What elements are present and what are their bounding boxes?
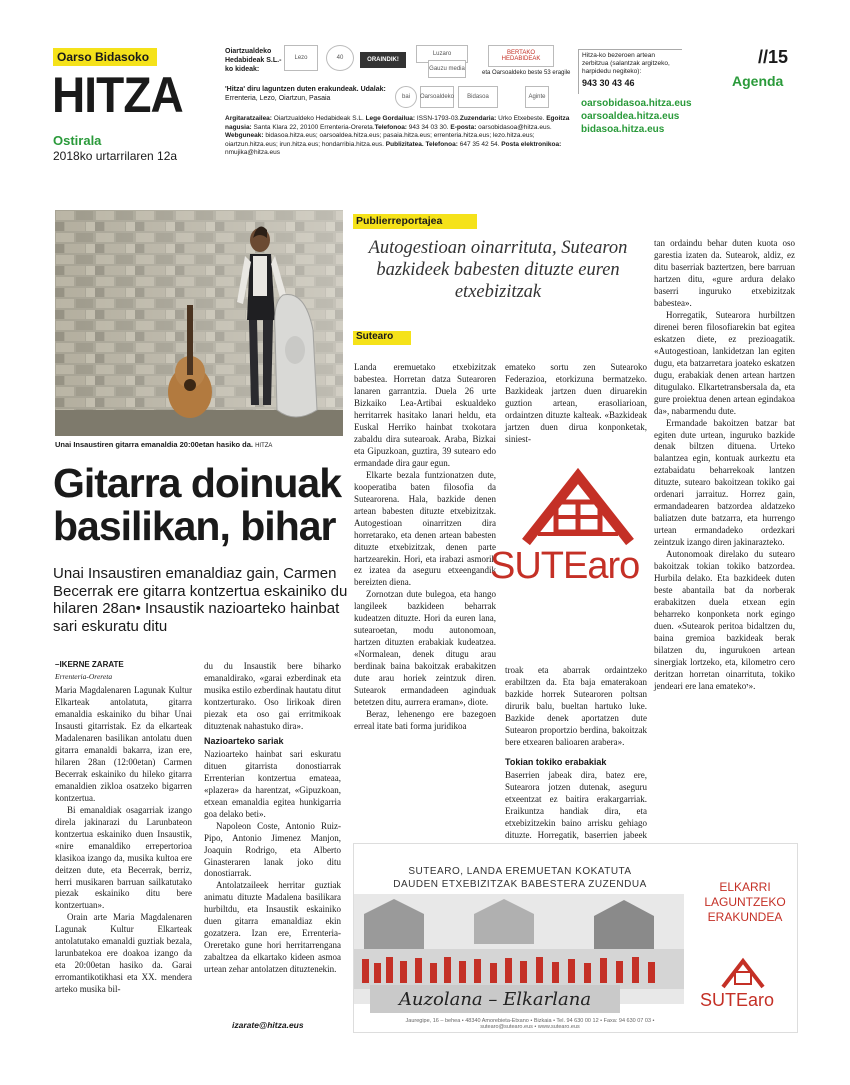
imprint-label: Lege Gordailua: bbox=[365, 115, 417, 122]
partner-logo: Oarsoaldeko bbox=[420, 86, 454, 108]
imprint-value: Urko Etxebeste. bbox=[498, 115, 547, 122]
paragraph: Baserrien jabeak dira, batez ere, Sutearora jotzen dutenak, aseguru etxeentzat ez baitira erakargarriak. Eraikuntza handiak dira, eta etxebizitzekin baino arrisku gehiago dituzte. Horregatik, baserrien jabeek bbox=[505, 769, 647, 840]
paragraph: Antolatzaileek herritar guztiak animatu dituzte Madalena basilikara hurbiltdu, eta Insaustik eskainiko duen gitarra emanaldiaz ekin gozatzera. Izan ere, Errenteria-Oreretako gune hori herritarrengana zabaltzea da elkartako kideen asmoa urtean zehar antolatzen dituztenekin. bbox=[204, 880, 341, 975]
imprint-label: Publizitatea. Telefonoa: bbox=[385, 140, 460, 148]
website-link[interactable]: oarsobidasoa.hitza.eus bbox=[581, 98, 692, 109]
article-column-2 bbox=[204, 661, 341, 976]
imprint-value: oarsobidasoa@hitza.eus. bbox=[478, 123, 552, 131]
guitarist-photo bbox=[55, 210, 343, 436]
article-subhead: Unai Insaustiren emanaldiaz gain, Carmen Becerrak ere gitarra kontzertua eskainiko du hilaren 28an• Insaustik nazioarteko hainbat sari eskuratu ditu bbox=[53, 565, 348, 636]
paragraph: Autonomoak direlako du sutearo bakoitzak tokian tokiko batzordea. Hurbila delako. Eta bazkideek duten beste abantaila bat da norberak erabakitzen duela etxean egin beharreko konponketa nork egingo duen. «Sutearok peritoa bidaltzen du, baina gremioa bazkideak berak bilatzen du, ingurukoen artean sinergiak lortzeko, eta, kilometro cero deritzan horretan oinarrituta, tokiko jendeari ere lana ematekoי». bbox=[654, 549, 795, 691]
imprint-value: 943 34 03 30. bbox=[408, 123, 451, 131]
imprint-label: Webguneak: bbox=[225, 132, 266, 140]
ad-sutearo-wordmark: SUTEaro bbox=[700, 990, 775, 1010]
municipal-supporters-list: Errenteria, Lezo, Oiartzun, Pasaia bbox=[225, 95, 331, 103]
subscriber-service-text: Hitza-ko bezeroen artean zerbitzua (salantzak argitzeko, harpidedu negiteko): bbox=[582, 52, 670, 76]
paragraph: Zornotzan dute bulegoa, eta hango langileek bazkideen beharrak kudeatzen dituzte. Hori da euren lana, sutearoetan, modu autonomoan, hartzen dituzten erabakiak kudeatzea. «Normalean, denek ditugu arau berdinak baina bakoitzak erabakitzen dute arau horiek zeintzuk diren. Sutearok ermandadeen aginduak betetzen ditu, aurrera eraman», diote. bbox=[354, 589, 496, 708]
section-name: Agenda bbox=[732, 73, 784, 89]
imprint-label: Egoitza nagusia: bbox=[225, 115, 570, 131]
imprint-label: Zuzendaria: bbox=[459, 115, 499, 122]
photo-caption-text: Unai Insaustiren gitarra emanaldia 20:00etan hasiko da. bbox=[55, 440, 253, 449]
reportage-column-2-top bbox=[505, 362, 647, 446]
sponsor-note: eta Oarsoaldeko beste 53 eragile bbox=[482, 70, 571, 76]
ad-headline: SUTEARO, LANDA EREMUETAN KOKATUTA DAUDEN ETXEBIZITZAK BABESTERA ZUZENDUA bbox=[393, 866, 647, 890]
imprint-label: Posta elektronikoa: bbox=[501, 140, 562, 148]
partner-logo: 40 bbox=[326, 45, 354, 71]
brand-tag: Oarso Bidasoko bbox=[53, 48, 157, 66]
partner-logo: bai bbox=[395, 86, 417, 108]
municipal-supporters-label: 'Hitza' diru laguntzen duten erakundeak. Udalak: bbox=[225, 86, 386, 93]
paragraph: Nazioarteko hainbat sari eskuratu dituen gitarrista donostiarrak Errenterian kontzertua emateaa, «plazera» da harentzat, «Gipuzkoan, etxean emanaldia egitea hunkigarria goa delako beti». bbox=[204, 748, 341, 819]
source-tag: Sutearo bbox=[353, 331, 411, 345]
column-subhead: Tokian tokiko erabakiak bbox=[505, 756, 607, 767]
imprint-value: Oiartzualdeko Hedabideak S.L. bbox=[273, 115, 366, 122]
hitza-logo: HITZA bbox=[52, 67, 183, 123]
imprint-value: bidasoa.hitza.eus; oarsoaldea.hitza.eus; pasaia.hitza.eus; errenteria.hitza.eus; lezo.hitza.eus; oiartzun.hitza.eus; irun.hitza.eus; hondarribia.hitza.eus. bbox=[225, 132, 535, 148]
reportage-column-3 bbox=[654, 238, 795, 693]
guitarist-photo-illustration bbox=[55, 210, 343, 436]
partner-logo: Aginte bbox=[525, 86, 549, 108]
imprint-value: Santa Klara 22, 20100 Errenteria-Orereta. bbox=[253, 123, 375, 131]
paragraph: troak eta abarrak ordaintzeko erabiltzen da. Eta baja ematerakoan bazkide horrek Sutearoren poltsan dirurik balu, bueltan hartuko luke. Bazkide denek aportatzen dute Sutearon proportzio berdina, bakoitzak bere etxearen balioaren arabera». bbox=[505, 665, 647, 747]
ad-contact-footer: Jauregipe, 16 – behea • 48340 Amorebieta-Etxano • Bizkaia • Tel. 94 630 00 12 • Faxa: 94 630 07 03 • sutearo@sutearo.eus • www.sutearo.eus bbox=[405, 1018, 655, 1030]
paragraph: Landa eremuetako etxebizitzak babestea. Horretan datza Sutearoren lanaren garrantzia. Duela 26 urte Bizkaiko Lea-Artibai eskualdeko herritarrek hasitako lanari heldu, eta Euskal Herriko hainbat txokotara zabaldu dira sutearoak. Araba, Bizkai eta Gipuzkoan, guztira, 39 sutearo edo ermandade dira gaur egun. bbox=[354, 362, 496, 468]
subscriber-phone: 943 30 43 46 bbox=[582, 78, 635, 89]
page-number: //15 bbox=[758, 47, 789, 67]
partner-logo: Bidasoa bbox=[458, 86, 498, 108]
reportage-column-2-bottom bbox=[505, 665, 647, 854]
partner-logo: ORAINDIK! bbox=[360, 52, 406, 68]
reportage-title: Autogestioan oinarrituta, Sutearon bazkideek babesten dituzte euren etxebizitzak bbox=[368, 238, 628, 302]
paragraph: Bi emanaldiak osagarriak izango direla jakinarazi du Larunbateon kontzertua eskainiko duen Insaustik, «nire emanaldiko errepertorioa klasikoa izango da, musika kultoa ere deitzen dute, eta Becerrak, berriz, herri musikaren barruan sailkatutako piezak eskainiko ditu bere kontzertuan». bbox=[55, 804, 192, 911]
website-links bbox=[581, 97, 692, 136]
paragraph: Elkarte bezala funtzionatzen dute, kooperatiba baten filosofia da Sutearorena. Hala, bazkide denen artean babesten dituzte etxebizitzak. Autogestioan oinarritzen dira horretarako, eta denen artean babesten dituzte etxebizitzak, denen parte hartzearekin. Hori, eta irabazi asmorik ez izatea da aseguru etxeengandik bereizten diena. bbox=[354, 469, 496, 588]
partner-logo: Gauzu media bbox=[428, 60, 466, 78]
photo-credit: HITZA bbox=[255, 443, 273, 449]
publisher-members-label: Oiartzualdeko Hedabideak S.L.-ko kideak: bbox=[225, 48, 282, 73]
partner-logo: Luzaro bbox=[416, 45, 468, 63]
imprint bbox=[225, 115, 570, 158]
ad-crowd-illustration bbox=[360, 955, 665, 983]
paragraph: Ermandade bakoitzen batzar bat egiten dute urtean, inguruko bazkide denak biltzen dituena. Urteko balantzea egin, kontuak aurkeztu eta eztabaidatu beharrekoak lantzen dituzte, sutearo bakoitzean tokiko gai ordenari jarraituz. Horrez gain, ermandadearen batzordea aldatzeko baliatzen dute batzarra, eta hurrengo urtean ermandadeko ordezkari zeintzuk izango diren jakinarazteko. bbox=[654, 417, 795, 548]
paragraph: Maria Magdalenaren Lagunak Kultur Elkarteak antolatuta, gitarra emanaldia eskainiko du bihar Unai Insausti gitarristak. Ez da elkarteak Madalenaren basilikan antolatu duen gitarra emanaldi bakarra, izan ere, hilaren 28an (12:00etan) Carmen Becerrak eskainiko du hileko gitarra emanaldien zikloa osatzeko bigarren kontzertua. bbox=[55, 685, 192, 803]
byline: –IKERNE ZARATE bbox=[55, 660, 124, 669]
article-column-1 bbox=[55, 685, 192, 996]
advertorial-tag: Publierreportajea bbox=[353, 214, 477, 229]
ad-banner: Auzolana – Elkarlana bbox=[370, 985, 620, 1013]
subscriber-service-box bbox=[578, 49, 682, 94]
website-link[interactable]: bidasoa.hitza.eus bbox=[581, 124, 665, 135]
imprint-label: E-posta: bbox=[450, 123, 479, 131]
issue-date: 2018ko urtarrilaren 12a bbox=[53, 149, 178, 163]
ad-organization-title: ELKARRI LAGUNTZEKO ERAKUNDEA bbox=[704, 880, 786, 924]
website-link[interactable]: oarsoaldea.hitza.eus bbox=[581, 111, 680, 122]
imprint-label: Argitaratzailea: bbox=[225, 115, 274, 122]
paragraph: Napoleon Coste, Antonio Ruiz-Pipo, Antonio Jimenez Manjon, Joaquin Rodrigo, eta Alberto Ginasteraren lanak joko ditu donostiarrak. bbox=[204, 820, 341, 879]
ad-sutearo-logo-frame bbox=[735, 972, 751, 984]
partner-logo: BERTAKO HEDABIDEAK bbox=[488, 45, 554, 67]
ad-crowd bbox=[360, 955, 665, 983]
imprint-label: Telefonoa: bbox=[374, 123, 409, 131]
imprint-value: nmujika@hitza.eus bbox=[225, 149, 281, 157]
imprint-value: ISSN-1793-03. bbox=[416, 115, 460, 122]
ad-sutearo-logo bbox=[718, 955, 768, 991]
paragraph: du du Insaustik bere biharko emanaldirako, «garai ezberdinak eta musika estilo ezberdinak hautatu ditut kontzerturako. Oso lirikoak diren piezak eta oso gai erritmikoak dituztenak nahastuko dira». bbox=[204, 661, 341, 731]
partner-logo: Lezo bbox=[284, 45, 318, 71]
weekday: Ostirala bbox=[53, 133, 102, 148]
imprint-value: 647 35 42 54. bbox=[459, 140, 502, 148]
paragraph: Orain arte Maria Magdalenaren Lagunak Kultur Elkarteak antolatutako emanaldi guztiak bezala, larunbatekoa ere doakoa izango da eta 20:00etan hasiko da. Garai erromantikotikhasi eta XX. mendera arteko musika bil- bbox=[55, 912, 192, 995]
sutearo-wordmark: SUTEaro bbox=[490, 545, 640, 587]
reportage-column-1 bbox=[354, 362, 496, 733]
paragraph: Beraz, lehenengo ere bazegoen erreal itate bati forma juridikoa bbox=[354, 709, 496, 732]
dateline-location: Errenteria-Orereta bbox=[55, 672, 113, 681]
paragraph: emateko sortu zen Sutearoko Federazioa, etorkizuna bermatzeko. Bazkideak jartzen duen diruarekin guztion artean, erasoliarioan, ordaintzen dituzte kalteak. «Bazkideak jartzen duen dirua konponketak, siniest- bbox=[505, 362, 647, 444]
author-email[interactable]: izarate@hitza.eus bbox=[232, 1020, 304, 1030]
paragraph: Horregatik, Sutearora hurbiltzen direnei beren filosofiarekin bat egitea eskatzen diete, ez prezioagatik. «Autogestioan, lankidetzan lan egiten dugu, eta batzarretara joateko eskatzen dugu, erabakiak denen artean hartzen ditugulako. Elkartetransbersala da, eta gure proiektua denen artean egindakoa da», nabarmendu dute. bbox=[654, 309, 795, 416]
paragraph: tan ordaindu behar duten kuota oso garestia izaten da. Sutearok, aldiz, ez ditu baserriak baztertzen, bere barruan hartzen ditu, «gure ardura delako baserri inguruko etxebizitzak babestea». bbox=[654, 238, 795, 308]
article-headline: Gitarra doinuak basilikan, bihar bbox=[53, 460, 342, 550]
column-subhead: Nazioarteko sariak bbox=[204, 735, 284, 746]
photo-caption bbox=[55, 440, 343, 449]
